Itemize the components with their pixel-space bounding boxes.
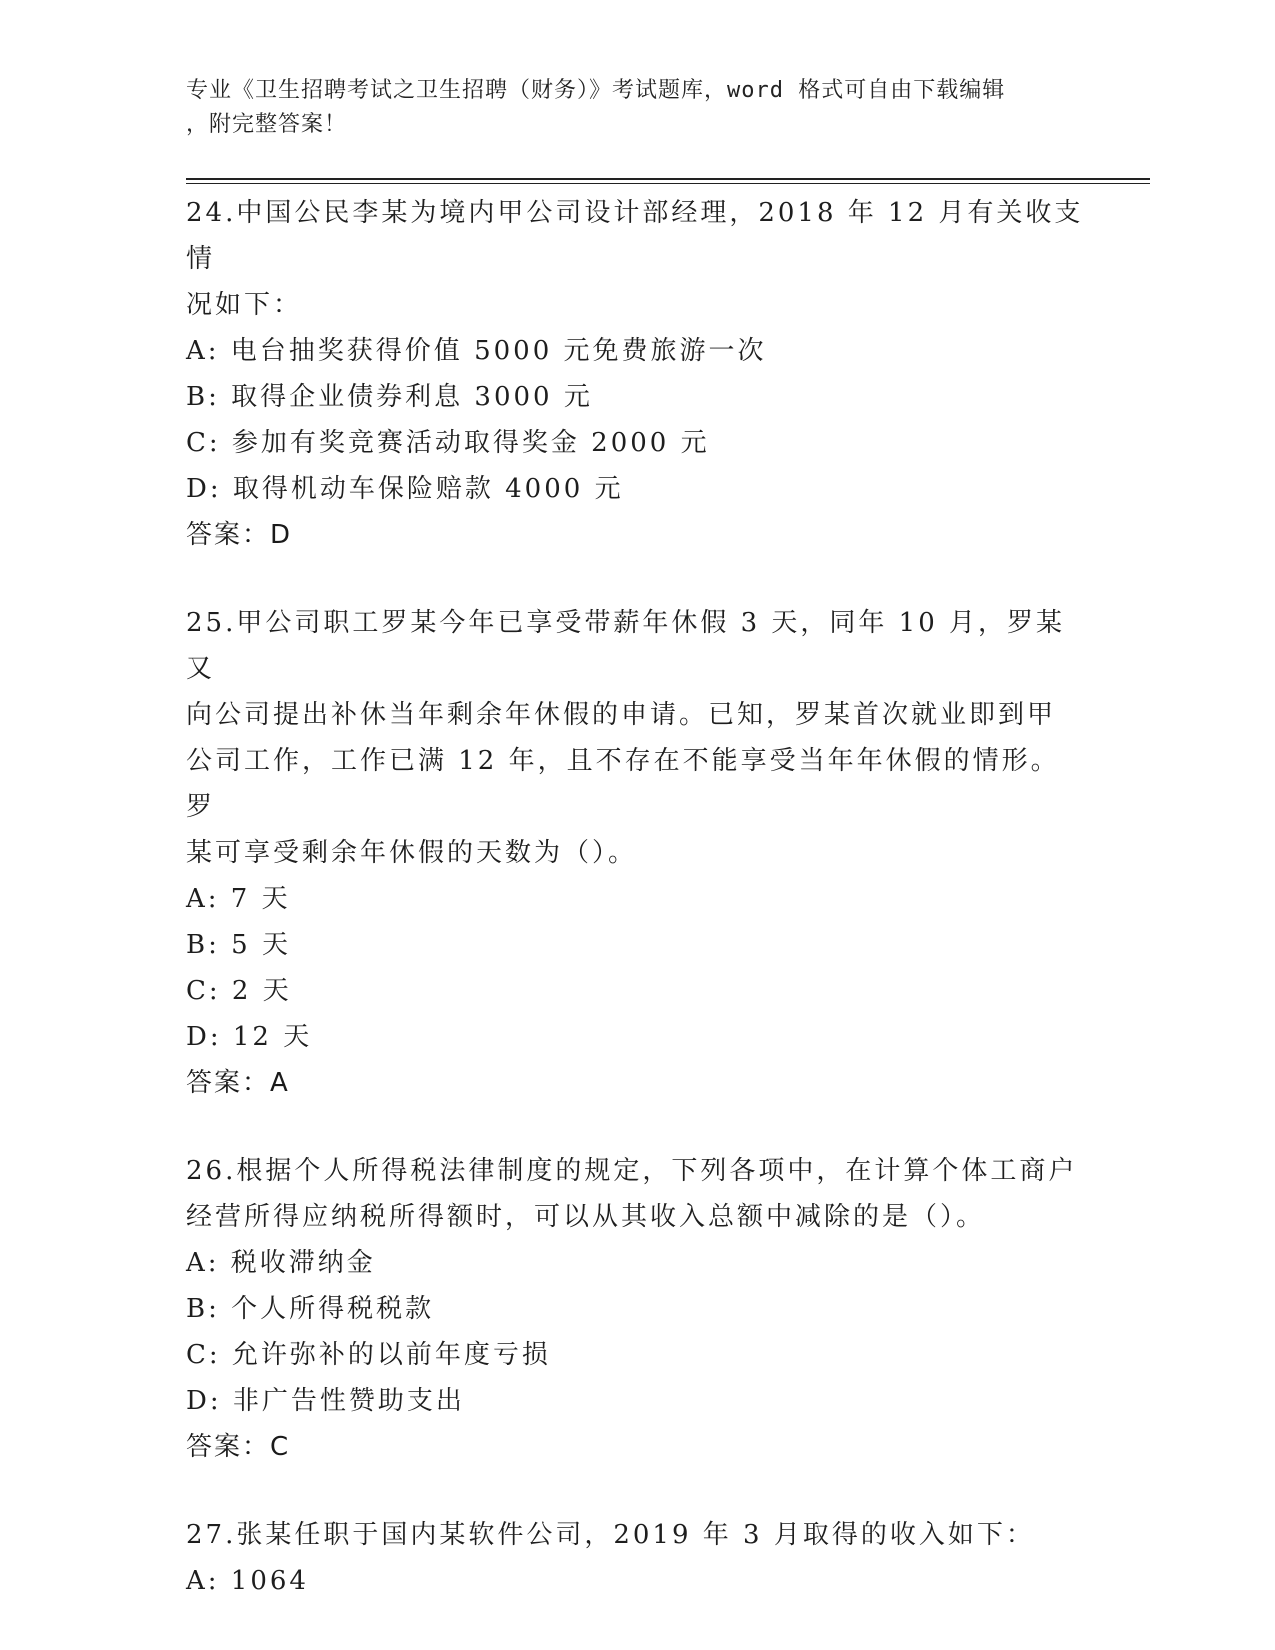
answer-label: 答案：A xyxy=(186,1068,290,1098)
document-header xyxy=(186,74,1066,142)
question-stem-line: 经营所得应纳税所得额时，可以从其收入总额中减除的是（）。 xyxy=(186,1202,986,1232)
option-d: D: 取得机动车保险赔款 4000 元 xyxy=(186,474,624,504)
answer-label: 答案：D xyxy=(186,520,293,550)
question-stem-line: 某可享受剩余年休假的天数为（）。 xyxy=(186,838,638,868)
question-stem-line: 27.张某任职于国内某软件公司，2019 年 3 月取得的收入如下： xyxy=(186,1520,1035,1550)
question-stem-line: 向公司提出补休当年剩余年休假的申请。已知，罗某首次就业即到甲 xyxy=(186,700,1057,730)
question-stem-line: 25.甲公司职工罗某今年已享受带薪年休假 3 天，同年 10 月，罗某又 xyxy=(186,608,1066,684)
header-divider-thin xyxy=(186,183,1150,184)
question-item-25 xyxy=(186,600,1086,1106)
option-b: B: 取得企业债券利息 3000 元 xyxy=(186,382,593,412)
question-stem-line: 公司工作，工作已满 12 年，且不存在不能享受当年年休假的情形。罗 xyxy=(186,746,1060,822)
option-a: A: 税收滞纳金 xyxy=(186,1248,376,1278)
option-d: D: 非广告性赞助支出 xyxy=(186,1386,465,1416)
question-item-26 xyxy=(186,1148,1086,1470)
answer-label: 答案：C xyxy=(186,1432,291,1462)
option-a: A: 电台抽奖获得价值 5000 元免费旅游一次 xyxy=(186,336,767,366)
option-c: C: 允许弥补的以前年度亏损 xyxy=(186,1340,551,1370)
option-d: D: 12 天 xyxy=(186,1022,313,1052)
question-item-24 xyxy=(186,190,1086,558)
question-stem-line: 况如下： xyxy=(186,290,303,320)
option-c: C: 参加有奖竞赛活动取得奖金 2000 元 xyxy=(186,428,710,458)
option-c: C: 2 天 xyxy=(186,976,292,1006)
question-stem-line: 26.根据个人所得税法律制度的规定，下列各项中，在计算个体工商户 xyxy=(186,1156,1078,1186)
question-item-27 xyxy=(186,1512,1086,1604)
header-line-2: ，附完整答案！ xyxy=(186,112,348,137)
option-a: A: 7 天 xyxy=(186,884,291,914)
question-stem-line: 24.中国公民李某为境内甲公司设计部经理，2018 年 12 月有关收支情 xyxy=(186,198,1084,274)
option-b: B: 个人所得税税款 xyxy=(186,1294,435,1324)
question-list xyxy=(186,190,1086,1646)
header-divider-thick xyxy=(186,178,1150,180)
option-b: B: 5 天 xyxy=(186,930,291,960)
option-a: A: 1064 xyxy=(186,1566,309,1596)
header-line-1: 专业《卫生招聘考试之卫生招聘（财务）》考试题库，word 格式可自由下载编辑 xyxy=(186,78,1006,103)
